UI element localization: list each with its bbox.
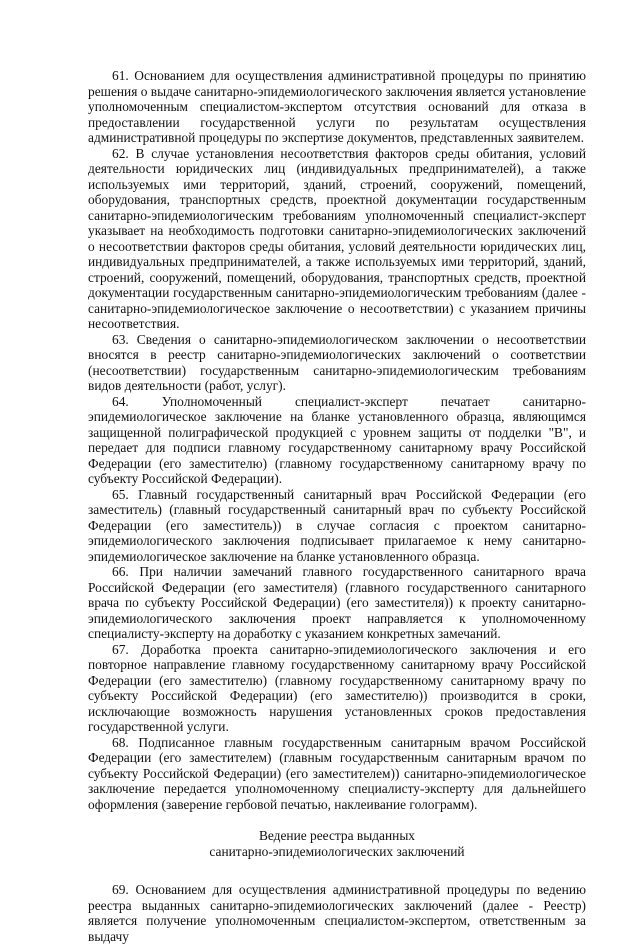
paragraph-64: 64. Уполномоченный специалист-эксперт печатает санитарно-эпидемиологическое заключение на бланке установленного образца, являющимся защищенной полиграфической продукцией с уровнем защиты от подделки "В", и передает для подписи главному государственному санитарному врачу Российской Федерации (его заместителю) (главному государственному санитарному врачу по субъекту Российской Федерации).	[88, 393, 586, 486]
paragraph-66: 66. При наличии замечаний главного государственного санитарного врача Российской Федерации (его заместителя) (главного государственного санитарного врача по субъекту Российской Федерации) (его заместителя)) к проекту санитарно-эпидемиологического заключения проект направляется к уполномоченному специалисту-эксперту на доработку с указанием конкретных замечаний.	[88, 564, 586, 641]
paragraph-61: 61. Основанием для осуществления административной процедуры по принятию решения о выдаче санитарно-эпидемиологического заключения является установление уполномоченным специалистом-экспертом отсутствия оснований для отказа в предоставлении государственной услуги по результатам осуществления административной процедуры по экспертизе документов, представленных заявителем.	[88, 68, 586, 145]
paragraph-69: 69. Основанием для осуществления административной процедуры по ведению реестра выданных санитарно-эпидемиологических заключений (далее - Реестр) является получение уполномоченным специалистом-экспертом, ответственным за выдачу	[88, 882, 586, 944]
document-page	[88, 68, 586, 944]
paragraph-62: 62. В случае установления несоответствия факторов среды обитания, условий деятельности юридических лиц (индивидуальных предпринимателей), а также используемых ими территорий, зданий, строений, сооружений, помещений, оборудования, транспортных средств, проектной документации государственным санитарно-эпидемиологическим требованиям уполномоченный специалист-эксперт указывает на необходимость подготовки санитарно-эпидемиологических заключений о несоответствии факторов среды обитания, условий деятельности юридических лиц, индивидуальных предпринимателей, а также используемых ими территорий, зданий, строений, сооружений, помещений, оборудования, транспортных средств, проектной документации государственным санитарно-эпидемиологическим требованиям (далее - санитарно-эпидемиологическое заключение о несоответствии) с указанием причины несоответствия.	[88, 145, 586, 331]
section-heading-line-2: санитарно-эпидемиологических заключений	[209, 844, 465, 859]
paragraph-63: 63. Сведения о санитарно-эпидемиологическом заключении о несоответствии вносятся в реестр санитарно-эпидемиологических заключений о соответствии (несоответствии) государственным санитарно-эпидемиологическим требованиям видов деятельности (работ, услуг).	[88, 331, 586, 393]
paragraph-67: 67. Доработка проекта санитарно-эпидемиологического заключения и его повторное направление главному государственному санитарному врачу Российской Федерации (его заместителю) (главному государственному санитарному врачу по субъекту Российской Федерации) (его заместителю)) производится в сроки, исключающие возможность нарушения установленных сроков предоставления государственной услуги.	[88, 641, 586, 734]
paragraph-65: 65. Главный государственный санитарный врач Российской Федерации (его заместитель) (главный государственный санитарный врач по субъекту Российской Федерации (его заместитель)) в случае согласия с проектом санитарно-эпидемиологического заключения подписывает прилагаемое к нему санитарно-эпидемиологическое заключение на бланке установленного образца.	[88, 486, 586, 564]
paragraph-68: 68. Подписанное главным государственным санитарным врачом Российской Федерации (его заместителем) (главным государственным санитарным врачом по субъекту Российской Федерации) (его заместителем)) санитарно-эпидемиологическое заключение передается уполномоченному специалисту-эксперту для дальнейшего оформления (заверение гербовой печатью, наклеивание голограмм).	[88, 734, 586, 812]
section-heading-line-1: Ведение реестра выданных	[258, 828, 416, 843]
section-heading	[88, 828, 586, 860]
